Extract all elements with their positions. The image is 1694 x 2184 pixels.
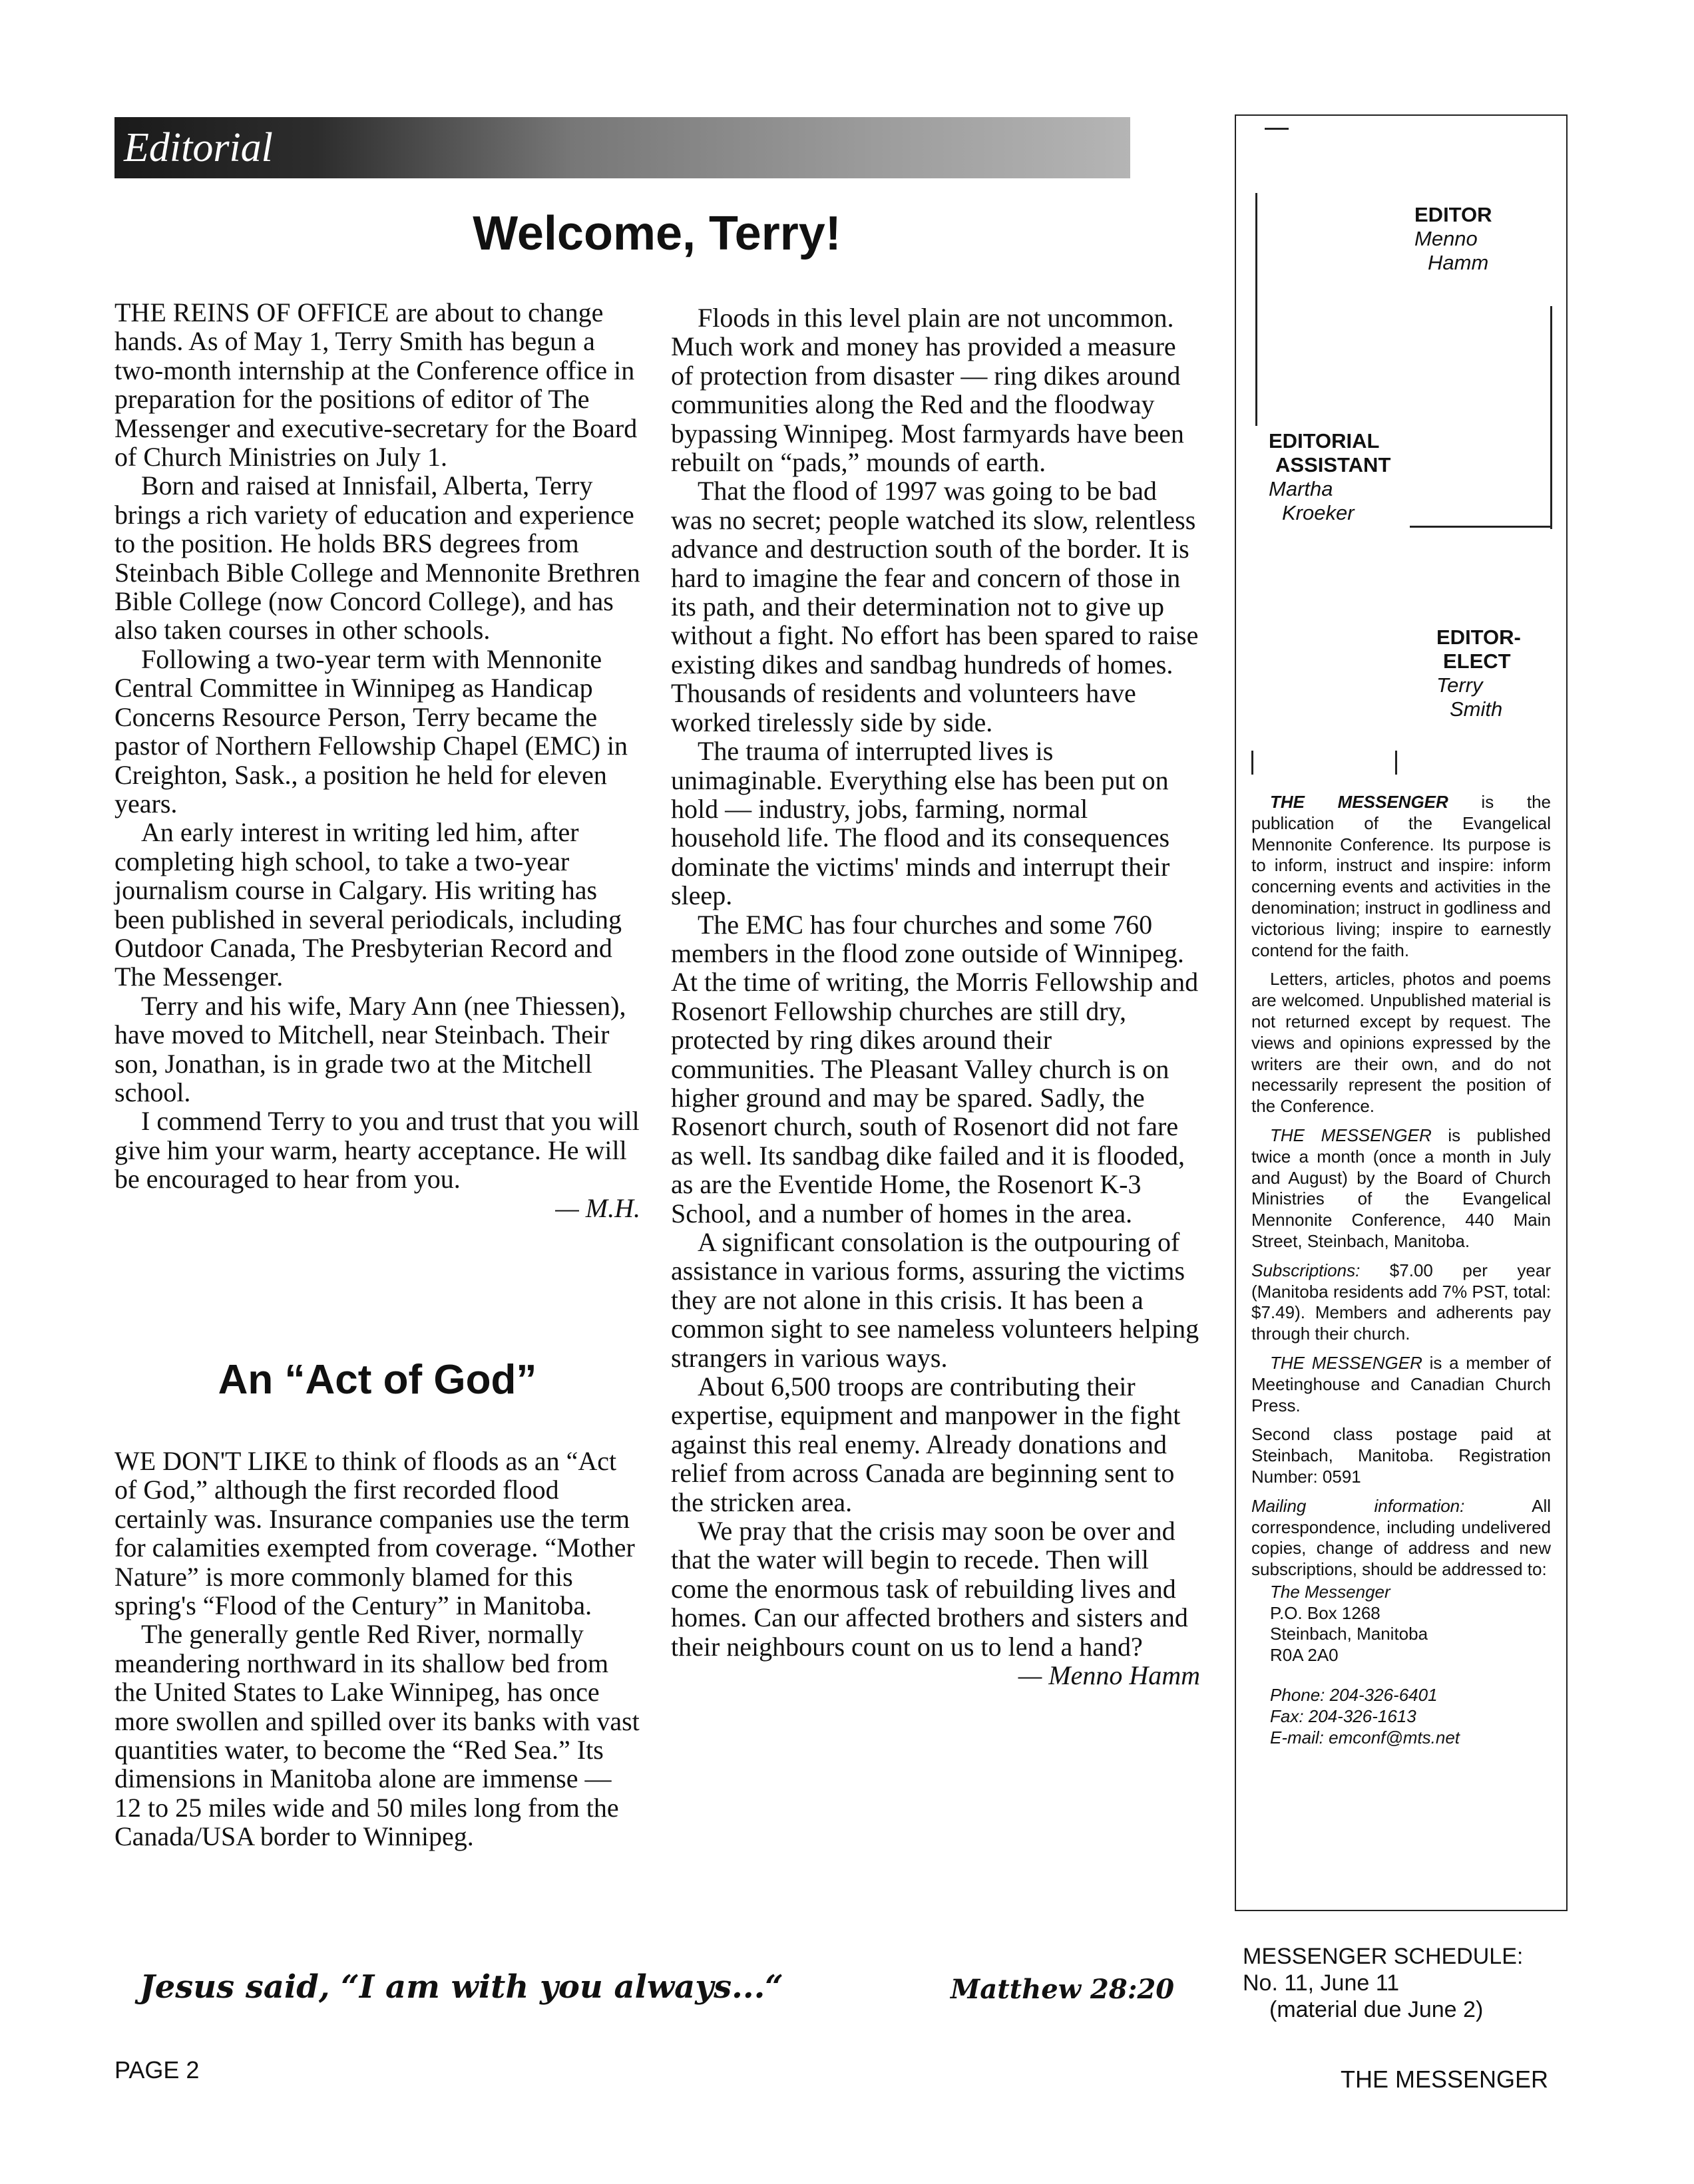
paragraph: The EMC has four churches and some 760 members in the flood zone outside of Winnipeg. At the time of writing, the Morris Fellowship and Rosenort Fellowship churches are still dry, protected by ring dikes around their communities. The Pleasant Valley church is on higher ground and may be spared. Sadly, the Rosenort church, south of Rosenort did not fare as well. Its sandbag dike failed and it is flooded, as are the Eventide Home, the Rosenort K-3 School, and a number of homes in the area.	[671, 909, 1199, 1228]
article-act-of-god-right	[671, 303, 1200, 1690]
frame-line	[1550, 306, 1552, 529]
headline-act-of-god: An “Act of God”	[218, 1357, 537, 1403]
editor-name: Hamm	[1428, 251, 1489, 274]
paragraph: We pray that the crisis may soon be over and that the water will begin to recede. Then will come the enormous task of rebuilding lives and homes. Can our affected brothers and sisters and their neighbours count on us to lend a hand?	[671, 1516, 1188, 1662]
signature: — M.H.	[555, 1192, 640, 1223]
email: E-mail: emconf@mts.net	[1270, 1727, 1460, 1747]
paragraph: That the flood of 1997 was going to be bad was no secret; people watched its slow, relentless advance and destruction south of the border. It is hard to imagine the fear and concern of those in its path, and their determination not to give up without a fight. No effort has been spared to raise existing dikes and sandbag hundreds of homes. Thousands of residents and volunteers have worked tirelessly side by side.	[671, 476, 1199, 737]
assistant-name: Martha	[1269, 477, 1333, 500]
messenger-schedule	[1243, 1943, 1523, 2023]
elect-label: EDITOR-	[1436, 626, 1521, 649]
page-number: PAGE 2	[114, 2056, 200, 2084]
paragraph: An early interest in writing led him, after completing high school, to take a two-year journalism course in Calgary. His writing has been published in several periodicals, including Outdoor Canada, The Presbyterian Record and The Messenger.	[114, 817, 622, 992]
paragraph: I commend Terry to you and trust that you will give him your warm, hearty acceptance. He will be encouraged to hear from you.	[114, 1106, 640, 1194]
schedule-due: (material due June 2)	[1269, 1997, 1484, 2022]
info-postage: Second class postage paid at Steinbach, Manitoba. Registration Number: 0591	[1251, 1424, 1551, 1487]
address-line: R0A 2A0	[1270, 1645, 1339, 1666]
paragraph: WE DON'T LIKE to think of floods as an “Act of God,” although the first recorded flood certainly was. Insurance companies use the term for calamities exempted from coverage. “Mother Nature” is more commonly blamed for this spring's “Flood of the Century” in Manitoba.	[114, 1446, 635, 1621]
phone: Phone: 204-326-6401	[1270, 1685, 1438, 1706]
publication-name: THE MESSENGER	[1341, 2066, 1549, 2093]
editor-elect-credit	[1436, 626, 1521, 721]
paragraph: Born and raised at Innisfail, Alberta, Terry brings a rich variety of education and experience to the position. He holds BRS degrees from Steinbach Bible College and Mennonite Brethren Bible College (now Concord College), and has also taken courses in other schools.	[114, 470, 640, 645]
masthead-info	[1251, 792, 1551, 1748]
info-membership: THE MESSENGER is a member of Meetinghouse and Canadian Church Press.	[1251, 1352, 1551, 1415]
fax: Fax: 204-326-1613	[1270, 1706, 1416, 1726]
frame-line	[1410, 526, 1552, 528]
paragraph: The trauma of interrupted lives is unimaginable. Everything else has been put on hold — industry, jobs, farming, normal household life. The flood and its consequences dominate the victims' minds and interrupt their sleep.	[671, 736, 1170, 911]
schedule-issue: No. 11, June 11	[1243, 1970, 1400, 1996]
elect-label: ELECT	[1443, 649, 1511, 673]
article-welcome-body	[114, 298, 640, 1222]
frame-line	[1395, 751, 1397, 775]
info-submissions: Letters, articles, photos and poems are welcomed. Unpublished material is not returned except by request. The views and opinions expressed by the writers are their own, and do not necessarily represent the position of the Conference.	[1251, 969, 1551, 1117]
left-column	[114, 298, 640, 1222]
article-act-of-god-left	[114, 1447, 640, 1851]
address-line: P.O. Box 1268	[1270, 1602, 1380, 1623]
editor-label: EDITOR	[1414, 203, 1492, 226]
editor-credit	[1414, 203, 1492, 275]
elect-name: Smith	[1450, 697, 1503, 721]
schedule-title: MESSENGER SCHEDULE:	[1243, 1944, 1524, 1969]
elect-name: Terry	[1436, 673, 1483, 697]
paragraph: Floods in this level plain are not uncommon. Much work and money has provided a measure of protection from disaster — ring dikes around communities along the Red and the floodway bypassing Winnipeg. Most farmyards have been rebuilt on “pads,” mounds of earth.	[671, 303, 1184, 478]
assistant-label: EDITORIAL	[1269, 429, 1380, 453]
address-line: Steinbach, Manitoba	[1270, 1624, 1428, 1644]
assistant-name: Kroeker	[1282, 501, 1355, 524]
address-line: The Messenger	[1270, 1581, 1390, 1602]
info-purpose: THE MESSENGER is the publication of the Evangelical Mennonite Conference. Its purpose is to inform, instruct and inspire: inform concerning events and activities in the denomination; instruct in godliness and victorious living; inspire to earnestly contend for the faith.	[1251, 792, 1551, 960]
info-subscriptions: Subscriptions: $7.00 per year (Manitoba residents add 7% PST, total: $7.49). Members and adherents pay through their church.	[1251, 1260, 1551, 1344]
info-mailing: Mailing information: All correspondence, including undelivered copies, change of address and new subscriptions, should be addressed to:	[1251, 1495, 1551, 1580]
info-publishing: THE MESSENGER is published twice a month (once a month in July and August) by the Board of Church Ministries of the Evangelical Mennonite Conference, 440 Main Street, Steinbach, Manitoba.	[1251, 1125, 1551, 1251]
signature: — Menno Hamm	[1018, 1660, 1200, 1691]
assistant-credit	[1269, 429, 1390, 525]
paragraph: Following a two-year term with Mennonite Central Committee in Winnipeg as Handicap Concerns Resource Person, Terry became the pastor of Northern Fellowship Chapel (EMC) in Creighton, Sask., a position he held for eleven years.	[114, 643, 628, 819]
paragraph: About 6,500 troops are contributing their expertise, equipment and manpower in the fight against this real enemy. Already donations and relief from across Canada are beginning sent to the stricken area.	[671, 1371, 1181, 1517]
frame-line	[1255, 193, 1257, 426]
frame-line	[1251, 751, 1253, 775]
paragraph: A significant consolation is the outpouring of assistance in various forms, assuring the victims they are not alone in this crisis. It has been a common sight to see nameless volunteers helping strangers in various ways.	[671, 1227, 1199, 1373]
section-title: Editorial	[124, 125, 273, 170]
scripture-quote: Jesus said, “I am with you always...“	[140, 1968, 783, 2006]
paragraph: Terry and his wife, Mary Ann (nee Thiessen), have moved to Mitchell, near Steinbach. Their son, Jonathan, is in grade two at the Mitchell school.	[114, 990, 626, 1107]
headline-welcome: Welcome, Terry!	[473, 207, 841, 260]
editor-name: Menno	[1414, 227, 1478, 250]
frame-line	[1265, 128, 1289, 130]
paragraph: The generally gentle Red River, normally meandering northward in its shallow bed from the United States to Lake Winnipeg, has once more swollen and spilled over its banks with vast quantities water, to become the “Red Sea.” Its dimensions in Manitoba alone are immense — 12 to 25 miles wide and 50 miles long from the Canada/USA border to Winnipeg.	[114, 1619, 640, 1852]
paragraph: THE REINS OF OFFICE are about to change hands. As of May 1, Terry Smith has begun a two-month internship at the Conference office in preparation for the positions of editor of The Messenger and executive-secretary for the Board of Church Ministries on July 1.	[114, 297, 638, 472]
assistant-label: ASSISTANT	[1275, 453, 1391, 476]
scripture-reference: Matthew 28:20	[951, 1974, 1175, 2005]
